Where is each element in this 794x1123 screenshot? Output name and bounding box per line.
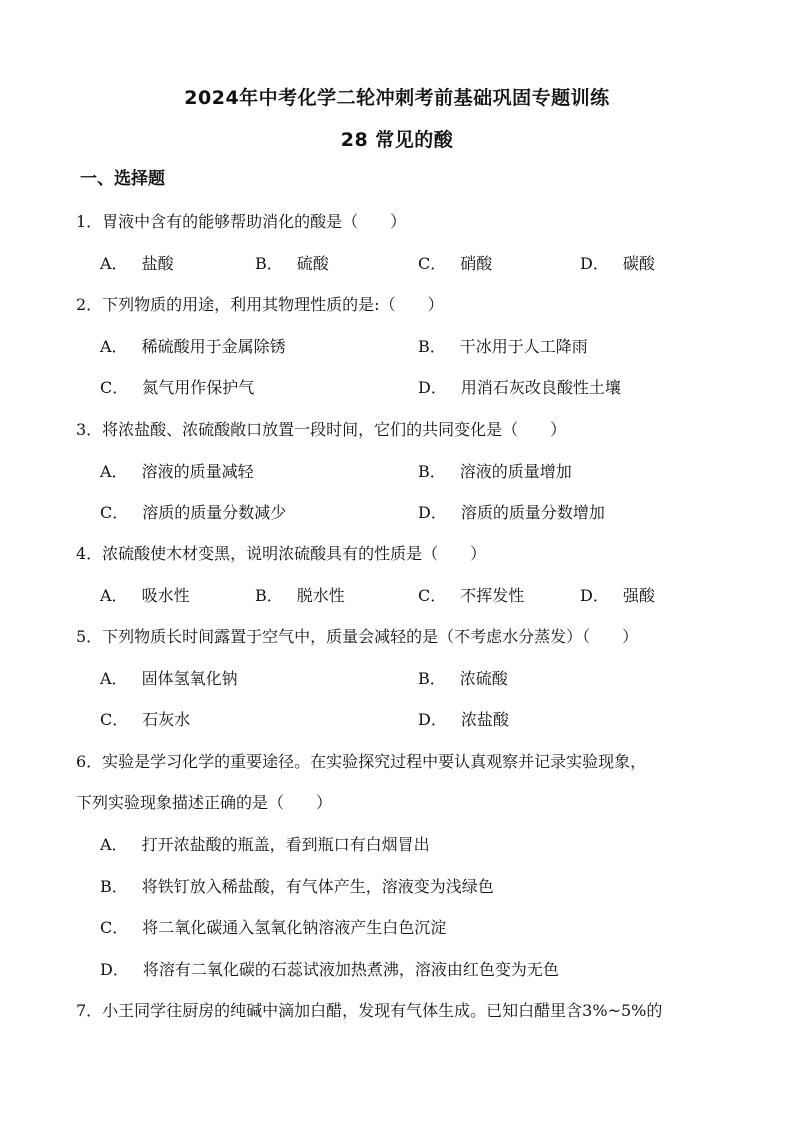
option-label: C．	[100, 918, 129, 937]
option-text: 碳酸	[622, 254, 655, 273]
option-text: 溶液的质量减轻	[141, 462, 254, 481]
option-label: D．	[100, 960, 129, 979]
question-2-option-d	[418, 377, 621, 399]
question-6-stem-continued: 下列实验现象描述正确的是（ ）	[76, 793, 333, 812]
option-text: 石灰水	[142, 710, 191, 729]
question-2-stem: 2．下列物质的用途，利用其物理性质的是:（ ）	[76, 295, 444, 314]
option-label: A．	[100, 586, 128, 605]
option-text: 浓硫酸	[459, 669, 508, 688]
question-3-option-a	[100, 461, 254, 483]
option-label: D．	[418, 503, 447, 522]
section-heading: 一、选择题	[80, 169, 165, 189]
option-text: 溶液的质量增加	[459, 462, 572, 481]
question-5-option-c	[100, 709, 190, 731]
question-6-option-a	[100, 834, 430, 856]
option-text: 将溶有二氧化碳的石蕊试液加热煮沸，溶液由红色变为无色	[142, 960, 559, 979]
option-text: 干冰用于人工降雨	[459, 337, 588, 356]
question-3-option-d	[418, 502, 605, 524]
option-label: D．	[580, 586, 609, 605]
option-label: C．	[100, 378, 129, 397]
option-label: C．	[418, 254, 447, 273]
option-text: 吸水性	[141, 586, 190, 605]
option-text: 用消石灰改良酸性土壤	[460, 378, 621, 397]
question-6-option-c	[100, 917, 446, 939]
question-5-stem: 5．下列物质长时间露置于空气中，质量会减轻的是（不考虑水分蒸发）（ ）	[76, 627, 639, 646]
option-text: 盐酸	[141, 254, 174, 273]
question-7-stem: 7．小王同学往厨房的纯碱中滴加白醋，发现有气体生成。已知白醋里含3%~5%的	[76, 1001, 663, 1020]
question-1-option-d	[580, 253, 655, 275]
option-label: B．	[255, 586, 283, 605]
question-4-option-c	[418, 585, 524, 607]
question-2-option-a	[100, 336, 286, 358]
question-1-option-a	[100, 253, 174, 275]
option-label: D．	[580, 254, 609, 273]
question-4-option-d	[580, 585, 655, 607]
option-text: 不挥发性	[460, 586, 525, 605]
question-6-stem: 6．实验是学习化学的重要途径。在实验探究过程中要认真观察并记录实验现象，	[76, 752, 647, 771]
question-3-option-c	[100, 502, 286, 524]
option-label: A．	[100, 337, 128, 356]
option-text: 将二氧化碳通入氢氧化钠溶液产生白色沉淀	[142, 918, 447, 937]
question-3-option-b	[418, 461, 572, 483]
option-label: B．	[418, 669, 446, 688]
option-text: 打开浓盐酸的瓶盖，看到瓶口有白烟冒出	[141, 835, 430, 854]
option-text: 固体氢氧化钠	[141, 669, 238, 688]
question-2-option-c	[100, 377, 254, 399]
option-label: A．	[100, 835, 128, 854]
question-1-stem: 1．胃液中含有的能够帮助消化的酸是（ ）	[76, 212, 407, 231]
page-title-line-1: 2024年中考化学二轮冲刺考前基础巩固专题训练	[184, 87, 610, 109]
question-5-option-a	[100, 668, 238, 690]
question-4-stem: 4．浓硫酸使木材变黑，说明浓硫酸具有的性质是（ ）	[76, 544, 487, 563]
option-text: 溶质的质量分数减少	[142, 503, 287, 522]
question-1-option-c	[418, 253, 492, 275]
question-3-stem: 3．将浓盐酸、浓硫酸敞口放置一段时间，它们的共同变化是（ ）	[76, 420, 567, 439]
question-2-option-b	[418, 336, 588, 358]
option-text: 稀硫酸用于金属除锈	[141, 337, 286, 356]
option-text: 溶质的质量分数增加	[460, 503, 605, 522]
option-label: B．	[100, 877, 128, 896]
option-text: 脱水性	[296, 586, 345, 605]
option-label: A．	[100, 254, 128, 273]
option-label: B．	[255, 254, 283, 273]
option-label: C．	[100, 710, 129, 729]
option-label: B．	[418, 337, 446, 356]
question-4-option-b	[255, 585, 345, 607]
option-label: A．	[100, 462, 128, 481]
option-text: 硝酸	[460, 254, 493, 273]
option-text: 将铁钉放入稀盐酸，有气体产生，溶液变为浅绿色	[141, 877, 494, 896]
question-5-option-d	[418, 709, 509, 731]
option-label: D．	[418, 710, 447, 729]
page-title-line-2: 28 常见的酸	[340, 129, 454, 151]
question-6-option-b	[100, 876, 494, 898]
option-text: 强酸	[622, 586, 655, 605]
option-text: 氮气用作保护气	[142, 378, 255, 397]
question-5-option-b	[418, 668, 508, 690]
option-label: D．	[418, 378, 447, 397]
option-label: C．	[100, 503, 129, 522]
option-label: C．	[418, 586, 447, 605]
option-text: 硫酸	[296, 254, 329, 273]
option-label: B．	[418, 462, 446, 481]
question-6-option-d	[100, 959, 559, 981]
option-text: 浓盐酸	[460, 710, 509, 729]
option-label: A．	[100, 669, 128, 688]
question-1-option-b	[255, 253, 329, 275]
question-4-option-a	[100, 585, 190, 607]
